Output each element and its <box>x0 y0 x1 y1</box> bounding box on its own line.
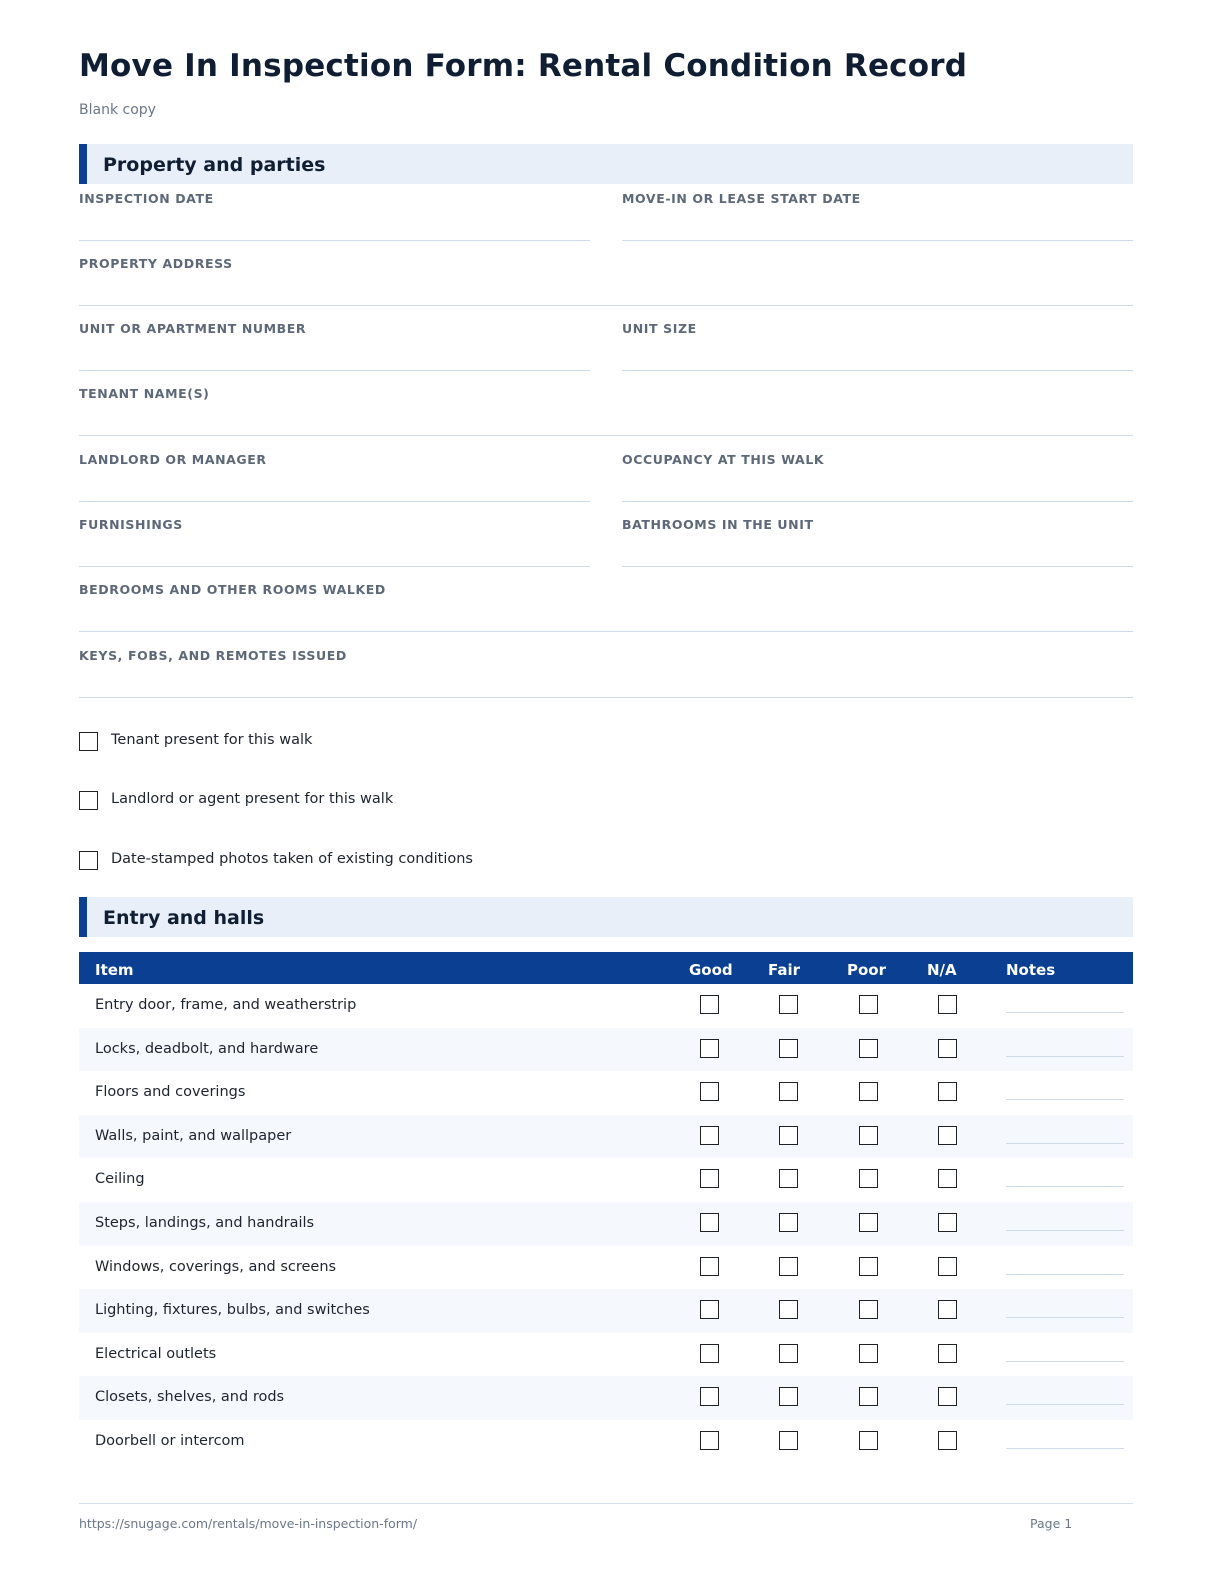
table-row <box>79 1246 1133 1290</box>
row-item-label: Locks, deadbolt, and hardware <box>95 1040 319 1057</box>
table-row <box>79 984 1133 1028</box>
notes-line[interactable] <box>1006 1099 1124 1100</box>
tenant-names-field[interactable] <box>79 386 1133 436</box>
poor-checkbox[interactable] <box>859 1344 878 1363</box>
field-label: BATHROOMS IN THE UNIT <box>622 517 814 532</box>
na-checkbox[interactable] <box>938 1169 957 1188</box>
table-row <box>79 1071 1133 1115</box>
fair-checkbox[interactable] <box>779 1126 798 1145</box>
header-na: N/A <box>927 961 957 979</box>
row-item-label: Floors and coverings <box>95 1084 246 1101</box>
poor-checkbox[interactable] <box>859 1387 878 1406</box>
table-row <box>79 1420 1133 1464</box>
table-row <box>79 1158 1133 1202</box>
field-label: FURNISHINGS <box>79 517 183 532</box>
entry-condition-table <box>79 952 1133 1464</box>
na-checkbox[interactable] <box>938 1387 957 1406</box>
table-row <box>79 1202 1133 1246</box>
poor-checkbox[interactable] <box>859 1169 878 1188</box>
fair-checkbox[interactable] <box>779 1387 798 1406</box>
good-checkbox[interactable] <box>700 1039 719 1058</box>
table-row <box>79 1333 1133 1377</box>
good-checkbox[interactable] <box>700 1213 719 1232</box>
tenant-present-checkbox[interactable] <box>79 732 98 751</box>
row-item-label: Walls, paint, and wallpaper <box>95 1127 292 1144</box>
row-item-label: Steps, landings, and handrails <box>95 1214 315 1231</box>
footer-url: https://snugage.com/rentals/move-in-inspection-form/ <box>79 1516 418 1531</box>
unit-number-field[interactable] <box>79 321 590 371</box>
fair-checkbox[interactable] <box>779 1169 798 1188</box>
good-checkbox[interactable] <box>700 1082 719 1101</box>
fair-checkbox[interactable] <box>779 1257 798 1276</box>
bathrooms-field[interactable] <box>622 517 1133 567</box>
poor-checkbox[interactable] <box>859 1213 878 1232</box>
move-in-date-field[interactable] <box>622 191 1133 241</box>
good-checkbox[interactable] <box>700 995 719 1014</box>
poor-checkbox[interactable] <box>859 1431 878 1450</box>
field-label: PROPERTY ADDRESS <box>79 256 233 271</box>
na-checkbox[interactable] <box>938 1257 957 1276</box>
notes-line[interactable] <box>1006 1361 1124 1362</box>
field-label: LANDLORD OR MANAGER <box>79 452 267 467</box>
section-header-property <box>79 144 1133 184</box>
property-address-field[interactable] <box>79 256 1133 306</box>
fair-checkbox[interactable] <box>779 1431 798 1450</box>
header-good: Good <box>689 961 733 979</box>
field-label: TENANT NAME(S) <box>79 386 210 401</box>
header-fair: Fair <box>768 961 801 979</box>
landlord-present-checkbox[interactable] <box>79 791 98 810</box>
document-title: Move In Inspection Form: Rental Condition Record <box>79 48 968 84</box>
table-row <box>79 1289 1133 1333</box>
field-label: MOVE-IN OR LEASE START DATE <box>622 191 861 206</box>
table-header <box>79 952 1133 984</box>
header-item: Item <box>95 961 134 979</box>
table-row <box>79 1115 1133 1159</box>
row-item-label: Windows, coverings, and screens <box>95 1258 337 1275</box>
na-checkbox[interactable] <box>938 1344 957 1363</box>
poor-checkbox[interactable] <box>859 1126 878 1145</box>
row-item-label: Ceiling <box>95 1171 145 1188</box>
keys-field[interactable] <box>79 648 1133 698</box>
poor-checkbox[interactable] <box>859 995 878 1014</box>
section-header-entry <box>79 897 1133 937</box>
photos-taken-checkbox[interactable] <box>79 851 98 870</box>
header-notes: Notes <box>1006 961 1056 979</box>
checkbox-label: Landlord or agent present for this walk <box>111 791 394 807</box>
fair-checkbox[interactable] <box>779 1082 798 1101</box>
na-checkbox[interactable] <box>938 995 957 1014</box>
notes-line[interactable] <box>1006 1012 1124 1013</box>
notes-line[interactable] <box>1006 1056 1124 1057</box>
document-subtitle: Blank copy <box>79 102 156 118</box>
poor-checkbox[interactable] <box>859 1082 878 1101</box>
good-checkbox[interactable] <box>700 1344 719 1363</box>
fair-checkbox[interactable] <box>779 1300 798 1319</box>
notes-line[interactable] <box>1006 1186 1124 1187</box>
na-checkbox[interactable] <box>938 1082 957 1101</box>
row-item-label: Electrical outlets <box>95 1345 217 1362</box>
bedrooms-field[interactable] <box>79 582 1133 632</box>
footer-divider <box>79 1503 1133 1504</box>
row-item-label: Doorbell or intercom <box>95 1432 245 1449</box>
inspection-date-field[interactable] <box>79 191 590 241</box>
table-body <box>79 984 1133 1464</box>
table-row <box>79 1028 1133 1072</box>
na-checkbox[interactable] <box>938 1431 957 1450</box>
fair-checkbox[interactable] <box>779 1039 798 1058</box>
field-label: UNIT OR APARTMENT NUMBER <box>79 321 307 336</box>
landlord-field[interactable] <box>79 452 590 502</box>
notes-line[interactable] <box>1006 1448 1124 1449</box>
page-number: Page 1 <box>1030 1516 1073 1531</box>
occupancy-field[interactable] <box>622 452 1133 502</box>
good-checkbox[interactable] <box>700 1387 719 1406</box>
row-item-label: Lighting, fixtures, bulbs, and switches <box>95 1302 370 1319</box>
notes-line[interactable] <box>1006 1404 1124 1405</box>
section-heading: Entry and halls <box>103 907 265 929</box>
poor-checkbox[interactable] <box>859 1039 878 1058</box>
field-label: UNIT SIZE <box>622 321 697 336</box>
checkbox-label: Date-stamped photos taken of existing conditions <box>111 851 473 867</box>
na-checkbox[interactable] <box>938 1300 957 1319</box>
fair-checkbox[interactable] <box>779 995 798 1014</box>
row-item-label: Closets, shelves, and rods <box>95 1389 285 1406</box>
na-checkbox[interactable] <box>938 1039 957 1058</box>
good-checkbox[interactable] <box>700 1300 719 1319</box>
notes-line[interactable] <box>1006 1317 1124 1318</box>
good-checkbox[interactable] <box>700 1126 719 1145</box>
row-item-label: Entry door, frame, and weatherstrip <box>95 997 357 1013</box>
field-label: INSPECTION DATE <box>79 191 214 206</box>
field-label: BEDROOMS AND OTHER ROOMS WALKED <box>79 582 386 597</box>
field-label: KEYS, FOBS, AND REMOTES ISSUED <box>79 648 347 663</box>
na-checkbox[interactable] <box>938 1213 957 1232</box>
checkbox-label: Tenant present for this walk <box>111 732 313 748</box>
notes-line[interactable] <box>1006 1274 1124 1275</box>
poor-checkbox[interactable] <box>859 1300 878 1319</box>
good-checkbox[interactable] <box>700 1257 719 1276</box>
furnishings-field[interactable] <box>79 517 590 567</box>
good-checkbox[interactable] <box>700 1431 719 1450</box>
table-row <box>79 1376 1133 1420</box>
section-heading: Property and parties <box>103 154 326 176</box>
na-checkbox[interactable] <box>938 1126 957 1145</box>
poor-checkbox[interactable] <box>859 1257 878 1276</box>
field-label: OCCUPANCY AT THIS WALK <box>622 452 825 467</box>
fair-checkbox[interactable] <box>779 1344 798 1363</box>
notes-line[interactable] <box>1006 1143 1124 1144</box>
notes-line[interactable] <box>1006 1230 1124 1231</box>
unit-size-field[interactable] <box>622 321 1133 371</box>
good-checkbox[interactable] <box>700 1169 719 1188</box>
fair-checkbox[interactable] <box>779 1213 798 1232</box>
header-poor: Poor <box>847 961 887 979</box>
